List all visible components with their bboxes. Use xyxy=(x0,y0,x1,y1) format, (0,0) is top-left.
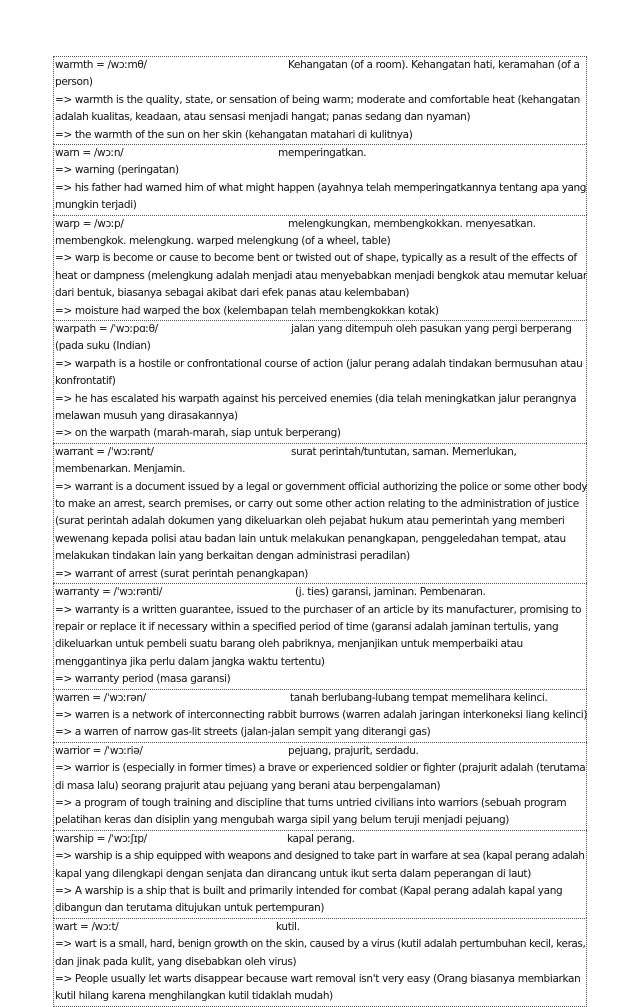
entry-meaning: pejuang, prajurit, serdadu. xyxy=(288,744,419,757)
entry-head xyxy=(55,216,585,233)
entry-line: mungkin terjadi) xyxy=(55,199,137,212)
entry-line: => People usually let warts disappear because wart removal isn't very easy (Orang biasanya membiarkan xyxy=(55,972,581,985)
entry-head xyxy=(55,919,585,936)
entry-line: dikeluarkan untuk pembeli suatu barang oleh pabriknya, menjanjikan untuk memperbaiki atau xyxy=(55,638,523,651)
entry-line: => warpath is a hostile or confrontational course of action (jalur perang adalah tindakan bermusuhan atau xyxy=(55,357,583,370)
entry-line: => he has escalated his warpath against his perceived enemies (dia telah meningkatkan jalur perangnya xyxy=(55,392,577,405)
entry-line: => the warmth of the sun on her skin (kehangatan matahari di kulitnya) xyxy=(55,128,413,141)
entry-term: warrant = /ˈwɔːrənt/ xyxy=(55,445,154,458)
entry-line: pelatihan keras dan disiplin yang mengubah warga sipil yang belum teruji menjadi pejuang) xyxy=(55,814,510,827)
entry-line: (pada suku (Indian) xyxy=(55,340,151,353)
entry-head xyxy=(55,321,585,338)
entry-line: heat or dampness (melengkung adalah menjadi atau menyebabkan menjadi bengkok atau memutar keluar xyxy=(55,269,587,282)
entry-line: di masa lalu) seorang prajurit atau pejuang yang berani atau berpengalaman) xyxy=(55,779,441,792)
entry-line: melakukan tindakan lain yang berkaitan dengan administrasi peradilan) xyxy=(55,550,410,563)
entry-line: kutil hilang karena menghilangkan kutil tidaklah mudah) xyxy=(55,990,333,1003)
entry-line: membengkok. melengkung. warped melengkung (of a wheel, table) xyxy=(55,235,391,248)
entry-term: warpath = /ˈwɔːpɑːθ/ xyxy=(55,323,158,336)
entry-head xyxy=(55,743,585,760)
entry-line: => A warship is a ship that is built and primarily intended for combat (Kapal perang adalah kapal yang xyxy=(55,884,563,897)
entry-line: repair or replace it if necessary within a specified period of time (garansi adalah jaminan tertulis, yang xyxy=(55,620,559,633)
entry-line: menggantinya jika perlu dalam jangka waktu tertentu) xyxy=(55,655,325,668)
entry-meaning: surat perintah/tuntutan, saman. Memerlukan, xyxy=(291,445,517,458)
entry-meaning: melengkungkan, membengkokkan. menyesatkan. xyxy=(288,217,536,230)
entry-meaning: kutil. xyxy=(276,920,300,933)
entry-line: => warning (peringatan) xyxy=(55,164,179,177)
entry-line: kapal yang dilengkapi dengan senjata dan dirancang untuk ikut serta dalam peperangan di laut) xyxy=(55,867,531,880)
entry-warpath xyxy=(53,320,587,443)
entry-line: wewenang kepada polisi atau badan lain untuk melakukan penangkapan, penggeledahan tempat, atau xyxy=(55,532,566,545)
entry-head xyxy=(55,145,585,162)
entry-term: warship = /ˈwɔːʃɪp/ xyxy=(55,832,147,845)
entry-term: warmth = /wɔːmθ/ xyxy=(55,59,147,71)
entry-warrant xyxy=(53,443,587,583)
entry-warship xyxy=(53,830,587,918)
entry-line: => warrant of arrest (surat perintah penangkapan) xyxy=(55,567,308,580)
entry-warranty xyxy=(53,583,587,688)
entry-line: (surat perintah adalah dokumen yang dikeluarkan oleh pejabat hukum atau pemerintah yang memberi xyxy=(55,515,565,528)
entry-line: => warmth is the quality, state, or sensation of being warm; moderate and comfortable heat (kehangatan xyxy=(55,93,580,106)
entry-term: warren = /ˈwɔːrən/ xyxy=(55,691,146,704)
entry-term: warrior = /ˈwɔːriə/ xyxy=(55,744,143,757)
entry-warrior xyxy=(53,742,587,830)
entry-term: warp = /wɔːp/ xyxy=(55,217,124,230)
entry-line: => wart is a small, hard, benign growth on the skin, caused by a virus (kutil adalah pertumbuhan kecil, keras, xyxy=(55,938,586,951)
dictionary-sheet xyxy=(53,56,587,1007)
entry-meaning: jalan yang ditempuh oleh pasukan yang pergi berperang xyxy=(291,323,572,336)
entry-line: melawan musuh yang dirasakannya) xyxy=(55,410,238,423)
entry-head xyxy=(55,690,585,707)
entry-line: => a warren of narrow gas-lit streets (jalan-jalan sempit yang diterangi gas) xyxy=(55,726,431,739)
entry-term: warranty = /ˈwɔːrənti/ xyxy=(55,586,162,599)
entry-line: => warship is a ship equipped with weapons and designed to take part in warfare at sea (kapal perang adalah xyxy=(55,850,585,863)
entry-line: => warren is a network of interconnecting rabbit burrows (warren adalah jaringan interkoneksi liang kelinci) xyxy=(55,708,588,721)
entry-meaning: tanah berlubang-lubang tempat memelihara kelinci. xyxy=(290,691,548,704)
entry-line: dibangun dan terutama ditujukan untuk pertempuran) xyxy=(55,902,325,915)
entry-meaning: (j. ties) garansi, jaminan. Pembenaran. xyxy=(295,586,486,599)
entry-line: => a program of tough training and discipline that turns untried civilians into warriors (sebuah program xyxy=(55,796,567,809)
entry-meaning: Kehangatan (of a room). Kehangatan hati, keramahan (of a xyxy=(288,59,580,71)
entry-head xyxy=(55,57,585,74)
entry-head xyxy=(55,444,585,461)
entry-meaning: memperingatkan. xyxy=(278,147,367,160)
entry-wart xyxy=(53,918,587,1007)
entry-head xyxy=(55,831,585,848)
entry-line: => warp is become or cause to become bent or twisted out of shape, typically as a result of the effects of xyxy=(55,252,577,265)
entry-warren xyxy=(53,689,587,742)
entry-line: => warrior is (especially in former times) a brave or experienced soldier or fighter (prajurit adalah (terutama xyxy=(55,762,586,775)
entry-line: membenarkan. Menjamin. xyxy=(55,463,186,476)
entry-line: => warrant is a document issued by a legal or government official authorizing the police or some other body xyxy=(55,480,588,493)
entry-head xyxy=(55,584,585,601)
entry-warn xyxy=(53,144,587,215)
entry-line: => warranty period (masa garansi) xyxy=(55,673,231,686)
entry-line: konfrontatif) xyxy=(55,375,116,388)
entry-term: warn = /wɔːn/ xyxy=(55,147,124,160)
entry-warmth xyxy=(53,56,587,144)
entry-line: => moisture had warped the box (kelembapan telah membengkokkan kotak) xyxy=(55,304,439,317)
entry-term: wart = /wɔːt/ xyxy=(55,920,119,933)
entry-line: => warranty is a written guarantee, issued to the purchaser of an article by its manufacturer, promising to xyxy=(55,603,582,616)
entry-line: => his father had warned him of what might happen (ayahnya telah memperingatkannya tentang apa yang xyxy=(55,181,587,194)
entry-meaning: kapal perang. xyxy=(287,832,355,845)
entry-line: adalah kualitas, keadaan, atau sensasi menjadi hangat; panas sedang dan nyaman) xyxy=(55,111,471,124)
entry-line: dan jinak pada kulit, yang disebabkan oleh virus) xyxy=(55,955,297,968)
entry-line: dari bentuk, biasanya sebagai akibat dari efek panas atau kelembaban) xyxy=(55,287,410,300)
entry-line: to make an arrest, search premises, or carry out some other action relating to the administration of justice xyxy=(55,498,579,511)
entry-line: person) xyxy=(55,76,93,89)
entry-line: => on the warpath (marah-marah, siap untuk berperang) xyxy=(55,427,341,440)
entry-warp xyxy=(53,215,587,320)
